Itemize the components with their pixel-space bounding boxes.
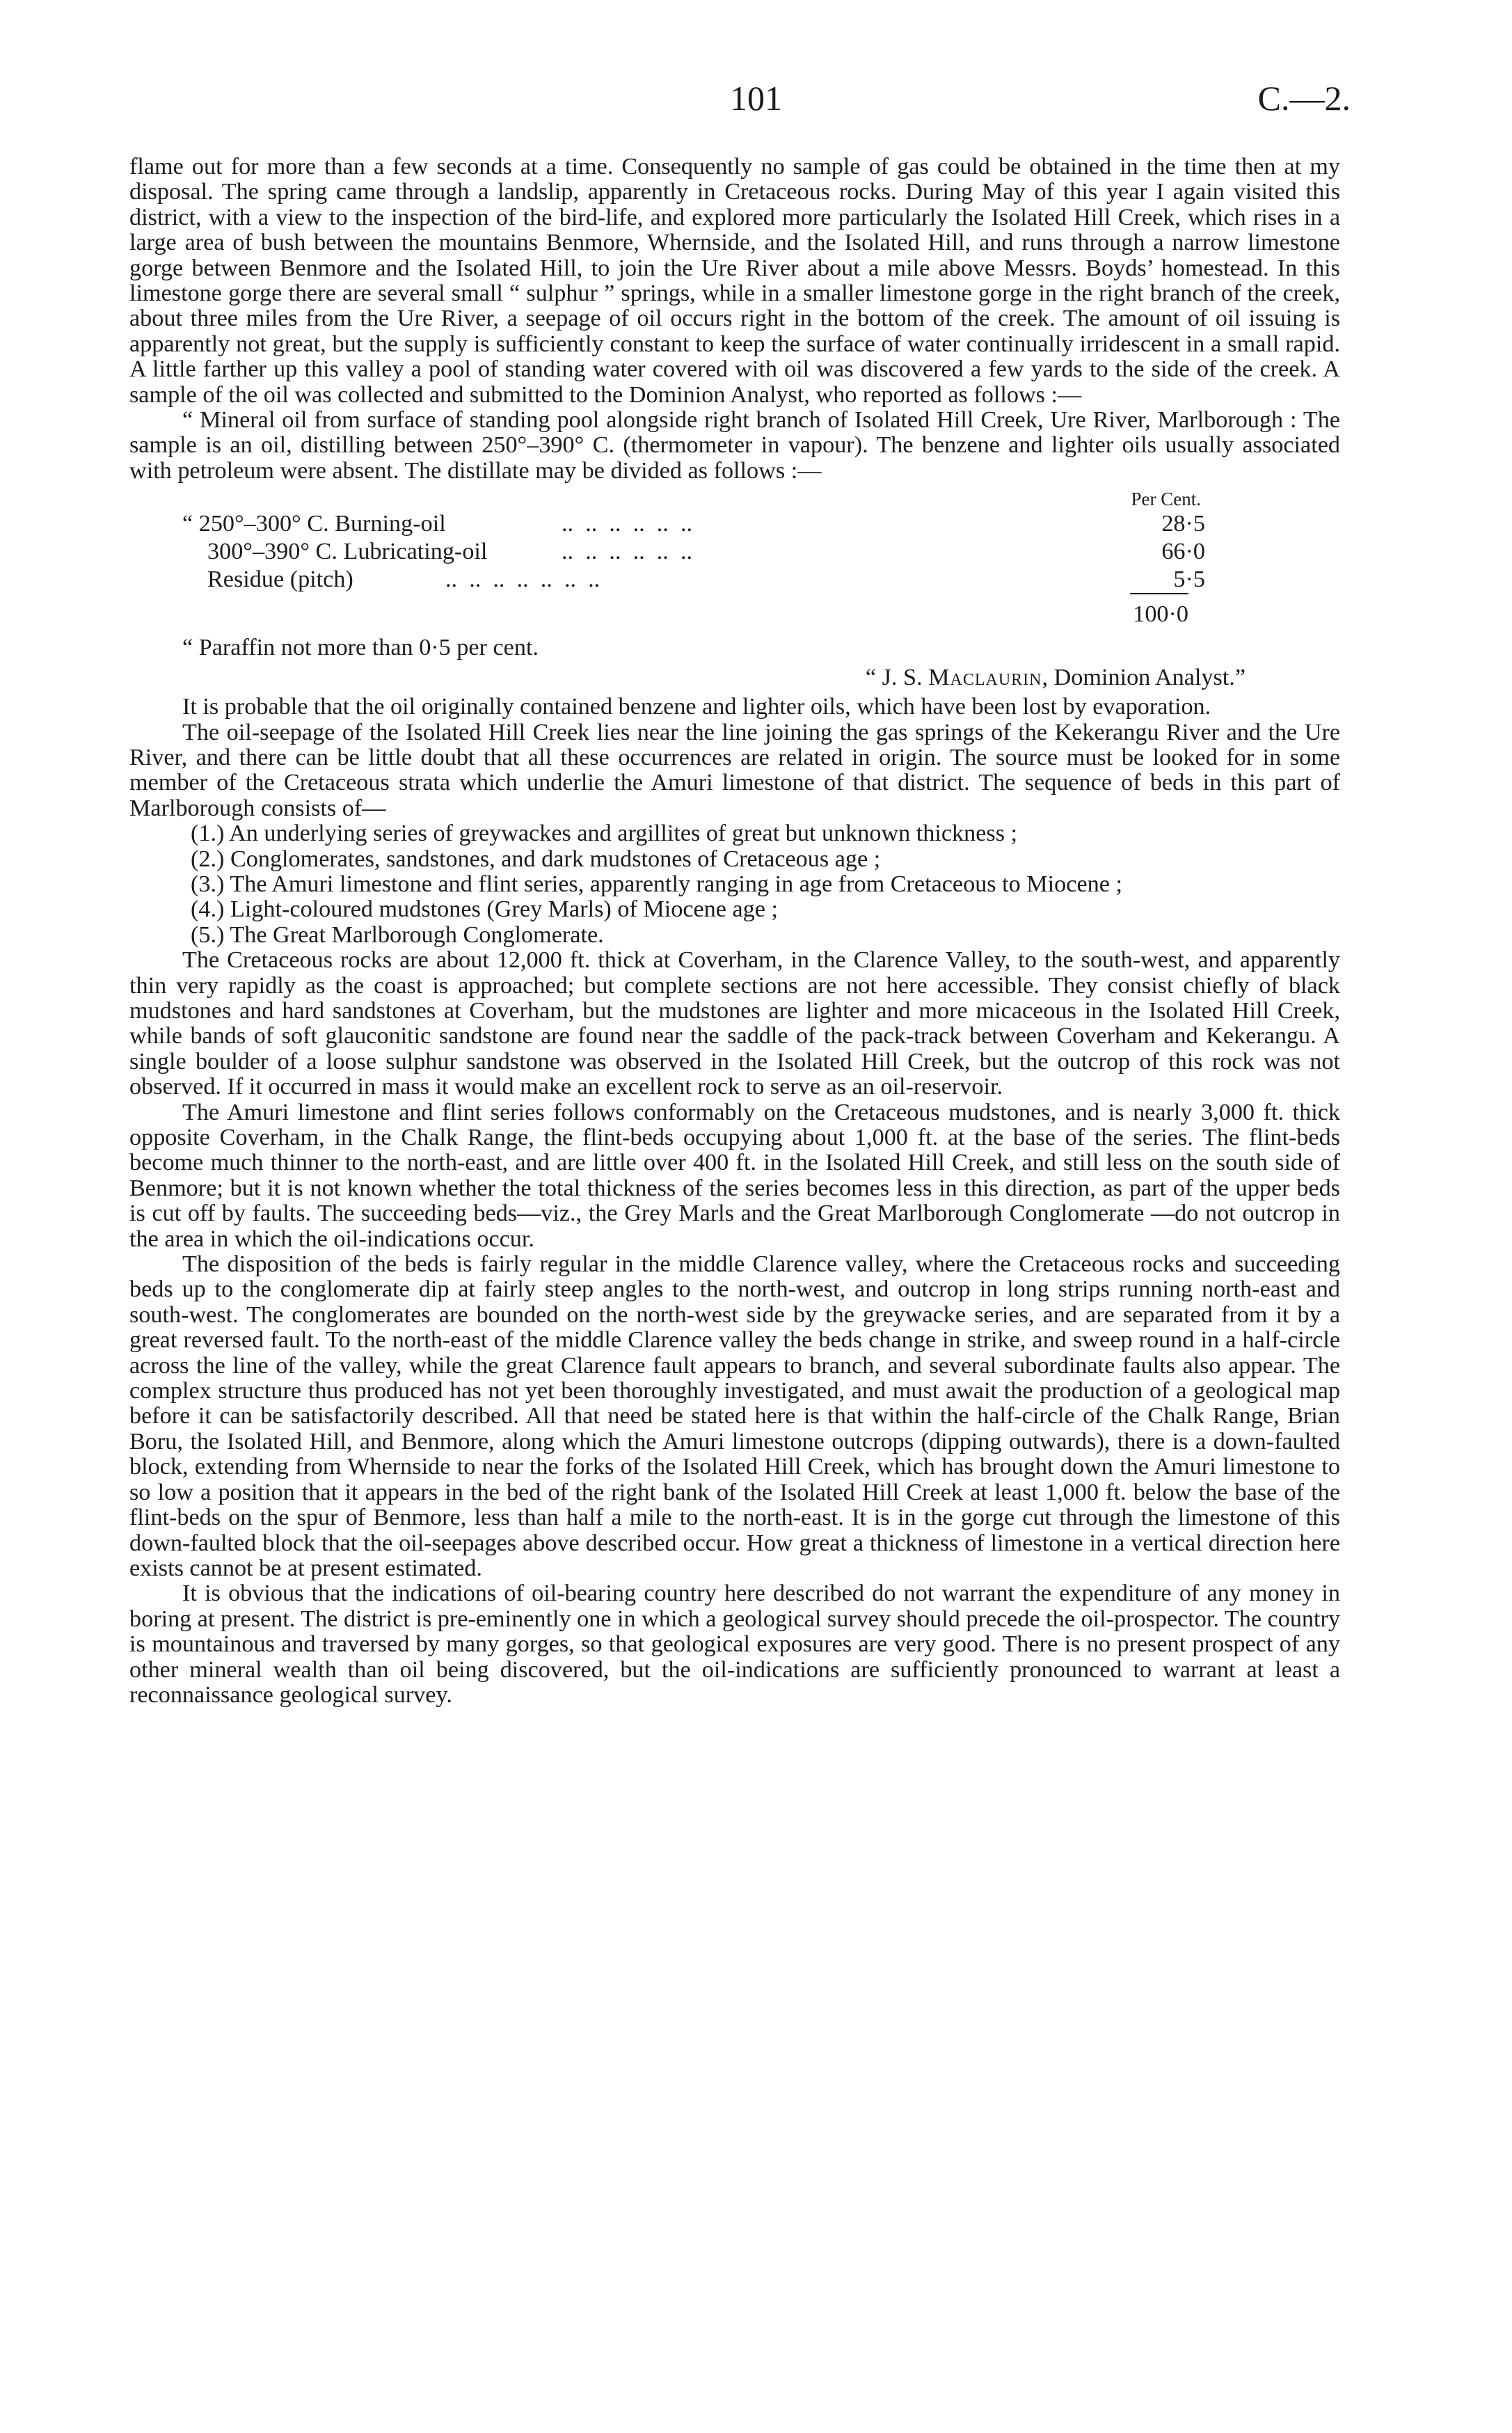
body-text [129, 154, 1340, 1708]
document-code: C.—2. [1257, 79, 1351, 118]
table-header-per-cent: Per Cent. [1131, 489, 1201, 510]
signature-suffix: , Dominion Analyst.” [1042, 664, 1246, 690]
signature-name: Maclaurin [928, 664, 1042, 690]
paragraph-amuri: The Amuri limestone and flint series follows conformably on the Cretaceous mudstones, and is nearly 3,000 ft. thick opposite Coverham, in the Chalk Range, the flint-beds occupying about 1,000 ft. at the base of the series. The flint-beds become much thinner to the north-east, and are little over 400 ft. in the Isolated Hill Creek, and still less on the south side of Benmore; but it is not known whether the total thickness of the series becomes less in this direction, as part of the upper beds is cut off by faults. The succeeding beds—viz., the Grey Marls and the Great Marlborough Conglomerate —do not outcrop in the area in which the oil-indications occur. [129, 1099, 1340, 1252]
distillate-table [129, 486, 1340, 594]
paragraph-conclusion: It is obvious that the indications of oil-bearing country here described do not warrant the expenditure of any money in boring at present. The district is pre-eminently one in which a geological survey should precede the oil-prospector. The country is mountainous and traversed by many gorges, so that geological exposures are very good. There is no present prospect of any other mineral wealth than oil being discovered, but the oil-indications are sufficiently pronounced to warrant at least a reconnaissance geological survey. [129, 1580, 1340, 1708]
list-item: (2.) Conglomerates, sandstones, and dark mudstones of Cretaceous age ; [191, 846, 881, 872]
list-item: (3.) The Amuri limestone and flint series, apparently ranging in age from Cretaceous to Miocene ; [191, 871, 1122, 897]
row-value: 5·5 [1173, 566, 1205, 593]
list-item: (4.) Light-coloured mudstones (Grey Marls) of Miocene age ; [191, 896, 778, 923]
row-value: 28·5 [1161, 511, 1205, 537]
analyst-quote: “ Mineral oil from surface of standing pool alongside right branch of Isolated Hill Creek, Ure River, Marlborough : The sample is an oil, distilling between 250°–390° C. (thermometer in vapour). The benzene and lighter oils usually associated with petroleum were absent. The distillate may be divided as follows :— [129, 407, 1340, 484]
total-rule [1130, 593, 1188, 594]
paraffin-note: “ Paraffin not more than 0·5 per cent. [182, 635, 539, 661]
paragraph-continued: flame out for more than a few seconds at a time. Consequently no sample of gas could be obtained in the time then at my disposal. The spring came through a landslip, apparently in Cretaceous rocks. During May of this year I again visited this district, with a view to the inspection of the bird-life, and explored more particularly the Isolated Hill Creek, which rises in a large area of bush between the mountains Benmore, Whernside, and the Isolated Hill, and runs through a narrow limestone gorge between Benmore and the Isolated Hill, to join the Ure River about a mile above Messrs. Boyds’ homestead. In this limestone gorge there are several small “ sulphur ” springs, while in a smaller limestone gorge in the right branch of the creek, about three miles from the Ure River, a seepage of oil occurs right in the bottom of the creek. The amount of oil issuing is apparently not great, but the supply is sufficiently constant to keep the surface of water continually irridescent in a small rapid. A little farther up this valley a pool of standing water covered with oil was discovered a few yards to the side of the creek. A sample of the oil was collected and submitted to the Dominion Analyst, who reported as follows :— [129, 154, 1340, 408]
row-value: 66·0 [1161, 539, 1205, 565]
paragraph-disposition: The disposition of the beds is fairly regular in the middle Clarence valley, where the Cretaceous rocks and succeeding beds up to the conglomerate dip at fairly steep angles to the north-west, and outcrop in long strips running north-east and south-west. The conglomerates are bounded on the north-west side by the greywacke series, and are separated from it by a great reversed fault. To the north-east of the middle Clarence valley the beds change in strike, and sweep round in a half-circle across the line of the valley, while the great Clarence fault appears to branch, and several subordinate faults also appear. The complex structure thus produced has not yet been thoroughly investigated, and must await the production of a geological map before it can be satisfactorily described. All that need be stated here is that within the half-circle of the Chalk Range, Brian Boru, the Isolated Hill, and Benmore, along which the Amuri limestone outcrops (dipping outwards), there is a down-faulted block, extending from Whernside to near the forks of the Isolated Hill Creek, which has brought down the Amuri limestone to so low a position that it appears in the bed of the right bank of the Isolated Hill Creek at least 1,000 ft. below the base of the flint-beds on the spur of Benmore, less than half a mile to the north-east. It is in the gorge cut through the limestone of this down-faulted block that the oil-seepages above described occur. How great a thickness of limestone in a vertical direction here exists cannot be at present estimated. [129, 1251, 1340, 1581]
analyst-signature [129, 665, 1340, 690]
row-dots: .. .. .. .. .. .. [562, 539, 693, 565]
table-row [182, 512, 1205, 538]
signature-prefix: “ J. S. [865, 664, 929, 690]
row-dots: .. .. .. .. .. .. .. [445, 566, 600, 593]
paragraph-oil-seepage: The oil-seepage of the Isolated Hill Creek lies near the line joining the gas springs of the Kekerangu River and the Ure River, and there can be little doubt that all these occurrences are related in origin. The source must be looked for in some member of the Cretaceous strata which underlie the Amuri limestone of that district. The sequence of beds in this part of Marlborough consists of— [129, 719, 1340, 821]
row-dots: .. .. .. .. .. .. [562, 511, 693, 537]
total-value: 100·0 [1133, 601, 1188, 628]
table-total [129, 602, 1340, 630]
row-label: 300°–390° C. Lubricating-oil [207, 539, 488, 565]
list-item: (1.) An underlying series of greywackes and argillites of great but unknown thickness ; [191, 821, 1018, 847]
table-row [207, 539, 1205, 566]
sequence-list [129, 821, 1340, 948]
page-number: 101 [730, 79, 782, 118]
list-item: (5.) The Great Marlborough Conglomerate. [191, 921, 604, 948]
row-label: “ 250°–300° C. Burning-oil [182, 511, 446, 537]
paragraph-cretaceous: The Cretaceous rocks are about 12,000 ft. thick at Coverham, in the Clarence Valley, to the south-west, and apparently thin very rapidly as the coast is approached; but complete sections are not here accessible. They consist chiefly of black mudstones and hard sandstones at Coverham, but the mudstones are lighter and more micaceous in the Isolated Hill Creek, while bands of soft glauconitic sandstone are found near the saddle of the pack-track between Coverham and Kekerangu. A single boulder of a loose sulphur sandstone was observed in the Isolated Hill Creek, but the outcrop of this rock was not observed. If it occurred in mass it would make an excellent rock to serve as an oil-reservoir. [129, 947, 1340, 1100]
table-row [207, 567, 1205, 594]
row-label: Residue (pitch) [207, 566, 353, 593]
paragraph-evaporation: It is probable that the oil originally contained benzene and lighter oils, which have been lost by evaporation. [182, 694, 1211, 720]
